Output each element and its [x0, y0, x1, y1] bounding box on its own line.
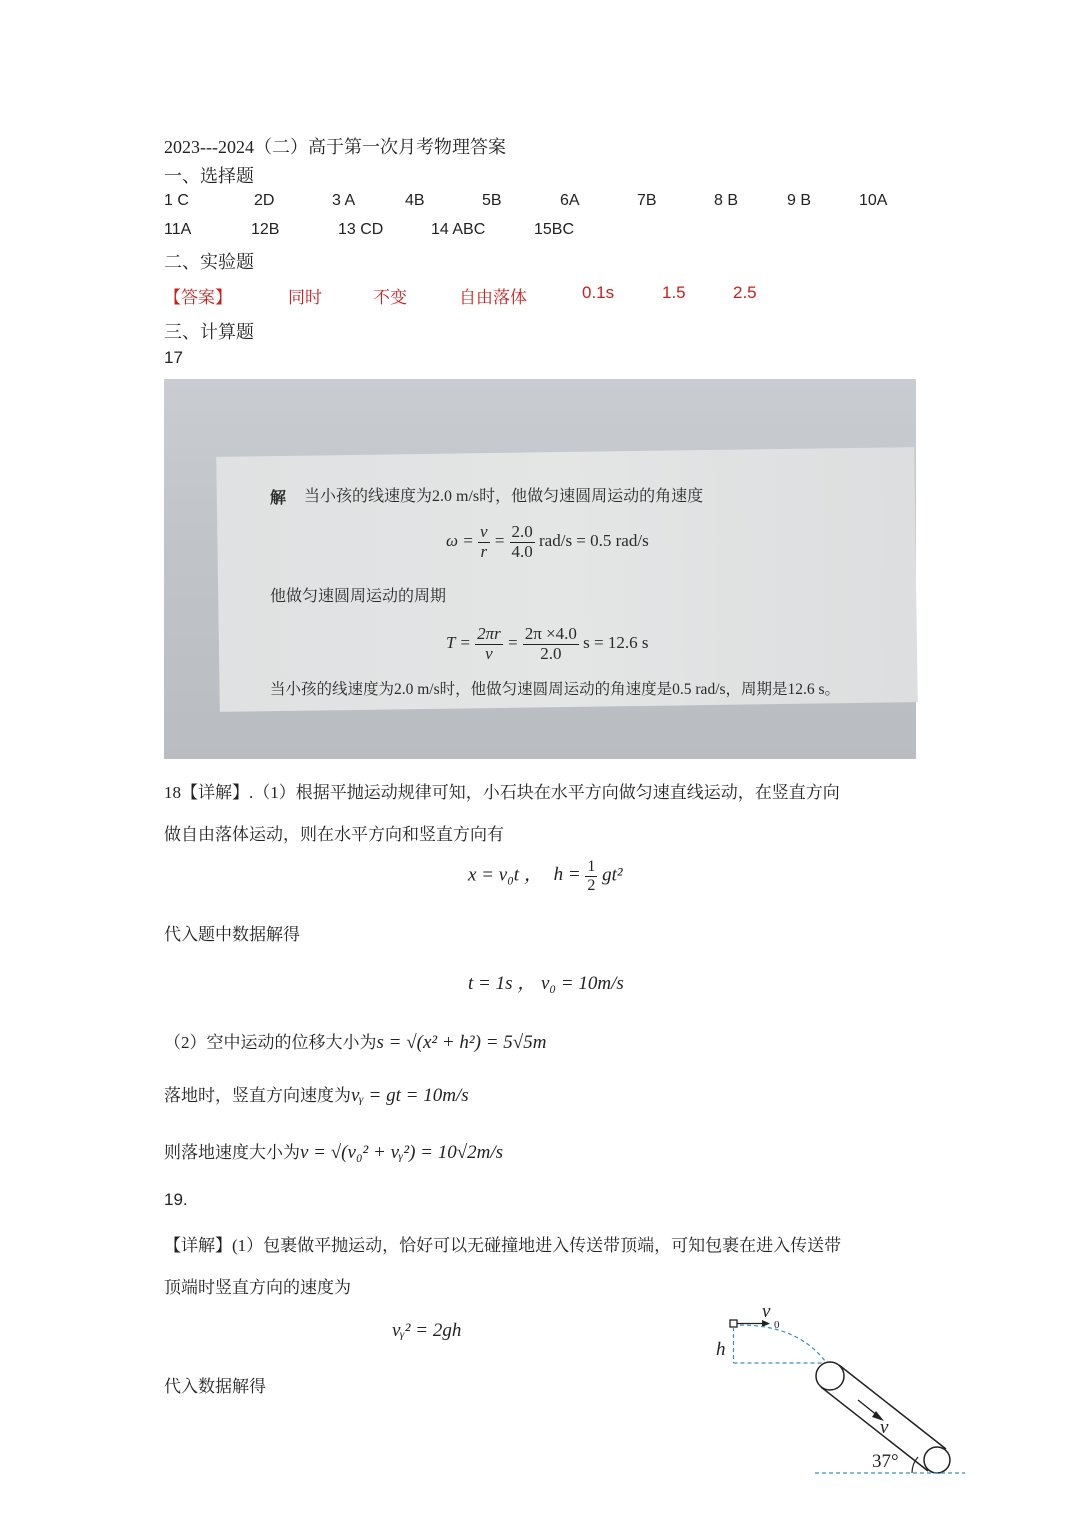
numerator: 1: [587, 858, 596, 875]
q18-text-line: 代入题中数据解得: [164, 925, 300, 944]
choice-answer: 8 B: [714, 192, 739, 209]
experiment-answer: 0.1s: [582, 283, 615, 302]
period-rhs: s = 12.6 s: [583, 633, 649, 653]
angle-label: 37°: [872, 1451, 899, 1472]
v0-subscript: 0: [774, 1319, 780, 1331]
choice-answer: 1 C: [164, 192, 189, 209]
top-roller: [816, 1362, 844, 1390]
choice-answer: 5B: [482, 192, 502, 209]
q18-part2: [164, 1028, 546, 1054]
bottom-roller: [924, 1447, 950, 1473]
experiment-answer: 1.5: [662, 283, 686, 302]
omega-lhs: ω =: [446, 531, 474, 551]
choice-answer: 7B: [637, 192, 657, 209]
experiment-answer: 2.5: [733, 283, 757, 302]
choice-answer: 14 ABC: [431, 221, 486, 238]
q18-equation-1: [468, 858, 623, 894]
eq-part: x = v₀t ，: [468, 864, 543, 886]
eq-part: gt²: [602, 864, 623, 886]
q18-speed: [164, 1138, 503, 1164]
q18-landing: [164, 1081, 469, 1107]
question-number-17: 17: [164, 348, 183, 367]
denominator: 2: [587, 876, 596, 894]
q18-equation-5: v = √(v₀² + vᵧ²) = 10√2m/s: [300, 1142, 504, 1163]
experiment-answer: 同时: [288, 288, 322, 307]
photo-text-line: 他做匀速圆周运动的周期: [270, 588, 447, 605]
answer-label: 【答案】: [164, 288, 232, 307]
choice-answer: 9 B: [787, 192, 812, 209]
q18-equation-3: s = √(x² + h²) = 5√5m: [376, 1032, 547, 1053]
q19-text-line: 顶端时竖直方向的速度为: [164, 1278, 351, 1297]
choice-answer: 13 CD: [338, 221, 384, 238]
fraction: [510, 523, 535, 561]
photo-text-line: 当小孩的线速度为2.0 m/s时，他做匀速圆周运动的角速度是0.5 rad/s，周期是12.6 s。: [270, 681, 841, 698]
section-title-calculation: 三、计算题: [164, 322, 254, 342]
section-title-experiment: 二、实验题: [164, 252, 254, 272]
q18-text-line: 18【详解】.（1）根据平抛运动规律可知，小石块在水平方向做匀速直线运动，在竖直方向: [164, 783, 840, 802]
denominator: 2.0: [540, 643, 562, 663]
numerator: 2.0: [511, 522, 533, 541]
choice-answer: 4B: [405, 192, 425, 209]
fraction: [475, 625, 503, 663]
q18-text: （2）空中运动的位移大小为: [164, 1033, 377, 1052]
choice-answer: 2D: [254, 192, 275, 209]
photo-text-line: 当小孩的线速度为2.0 m/s时，他做匀速圆周运动的角速度: [304, 488, 704, 505]
q19-text-line: 【详解】(1）包裹做平抛运动，恰好可以无碰撞地进入传送带顶端，可知包裹在进入传送带: [164, 1236, 842, 1255]
v-label: v: [880, 1417, 889, 1438]
page-title: 2023---2024（二）高于第一次月考物理答案: [164, 137, 506, 157]
omega-rhs: rad/s = 0.5 rad/s: [539, 531, 649, 551]
fraction: [523, 625, 579, 663]
experiment-answer: 不变: [373, 288, 407, 307]
choice-answer: 11A: [164, 221, 192, 238]
choice-answer: 10A: [859, 192, 888, 209]
choice-answer: 3 A: [332, 192, 356, 209]
section-title-choice: 一、选择题: [164, 166, 254, 186]
q18-equation-4: vᵧ = gt = 10m/s: [351, 1085, 469, 1106]
numerator: 2π ×4.0: [524, 624, 577, 643]
choice-answer: 15BC: [534, 221, 575, 238]
period-equation: [446, 625, 649, 663]
q19-text-line: 代入数据解得: [164, 1377, 266, 1396]
solution-label: 解: [270, 490, 287, 507]
package-icon: [730, 1320, 737, 1327]
q19-equation: vᵧ² = 2gh: [392, 1320, 462, 1341]
denominator: 4.0: [511, 541, 533, 561]
h-label: h: [716, 1339, 726, 1360]
belt-edge: [839, 1365, 946, 1449]
q18-text-line: 做自由落体运动，则在水平方向和竖直方向有: [164, 825, 504, 844]
choice-answer: 6A: [560, 192, 580, 209]
denominator: v: [485, 643, 493, 663]
v0-label: v: [762, 1301, 771, 1322]
conveyor-diagram: [700, 1295, 970, 1480]
eq-part: h =: [553, 864, 581, 886]
experiment-answer: 自由落体: [459, 288, 527, 307]
question-number-19: 19.: [164, 1190, 188, 1209]
omega-equation: [446, 523, 649, 561]
period-lhs: T =: [446, 633, 471, 653]
equals: =: [507, 633, 519, 653]
fraction: [585, 858, 597, 894]
numerator: v: [479, 522, 488, 541]
solution-photo: [164, 379, 916, 759]
choice-answer: 12B: [251, 221, 280, 238]
equals: =: [493, 531, 506, 551]
q18-text: 落地时，竖直方向速度为: [164, 1086, 351, 1105]
fraction: [478, 523, 490, 561]
trajectory-curve: [740, 1325, 828, 1365]
q18-text: 则落地速度大小为: [164, 1143, 300, 1162]
q18-equation-2: t = 1s ， v₀ = 10m/s: [468, 973, 624, 994]
numerator: 2πr: [477, 624, 501, 643]
denominator: r: [480, 541, 488, 561]
